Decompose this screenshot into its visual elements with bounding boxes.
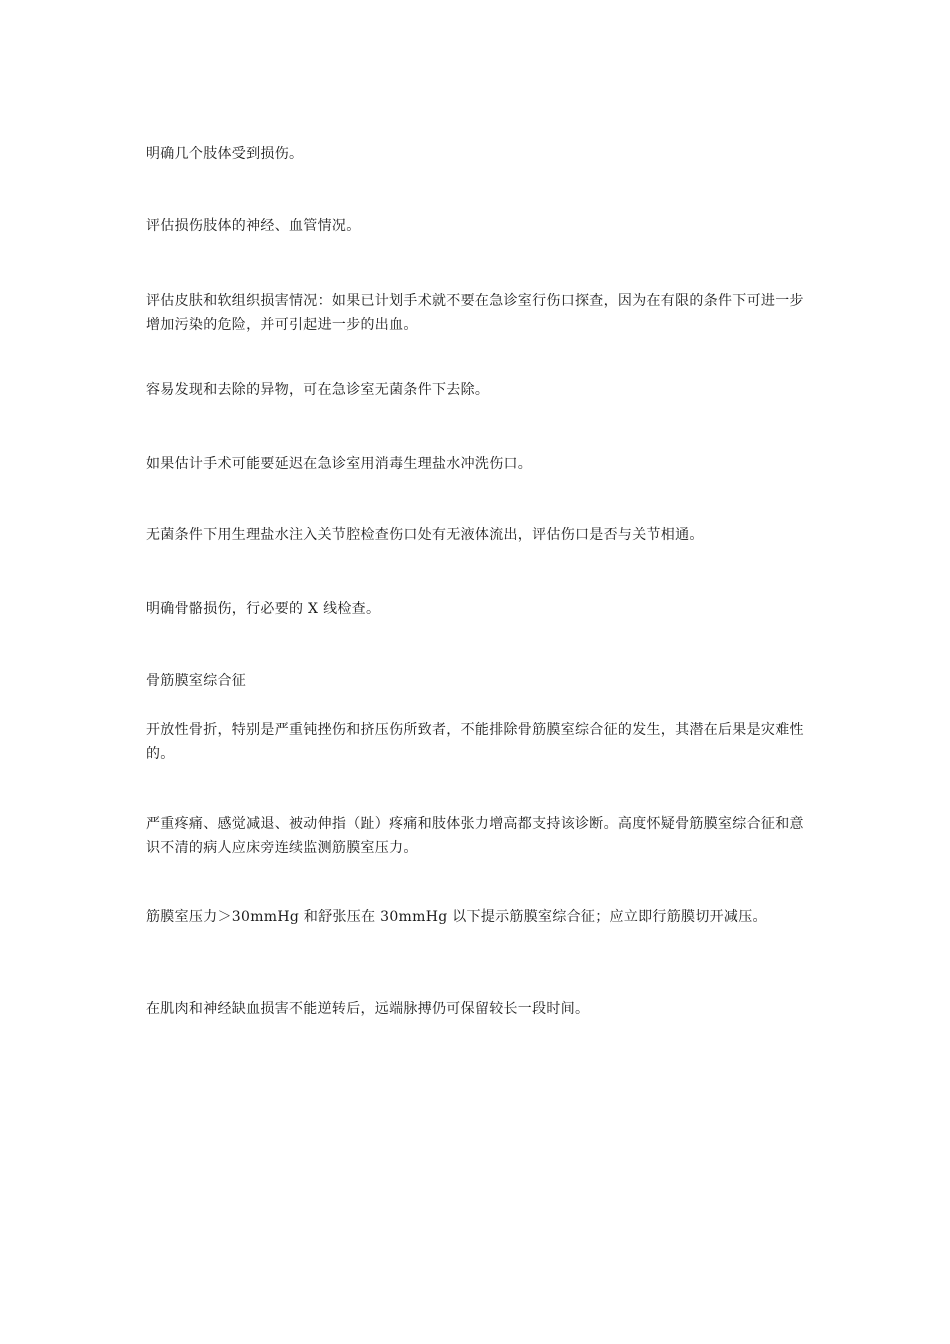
paragraph-limbs-injured: 明确几个肢体受到损伤。 [146, 146, 304, 162]
paragraph-diagnosis-signs: 严重疼痛、感觉减退、被动伸指（趾）疼痛和肢体张力增高都支持该诊断。高度怀疑骨筋膜室综合征和意识不清的病人应床旁连续监测筋膜室压力。 [146, 816, 804, 856]
paragraph-wound-irrigation: 如果估计手术可能要延迟在急诊室用消毒生理盐水冲洗伤口。 [146, 456, 533, 472]
paragraph-foreign-body: 容易发现和去除的异物，可在急诊室无菌条件下去除。 [146, 382, 490, 398]
paragraph-nerve-vessel-assessment: 评估损伤肢体的神经、血管情况。 [146, 218, 361, 234]
paragraph-skin-soft-tissue: 评估皮肤和软组织损害情况：如果已计划手术就不要在急诊室行伤口探查，因为在有限的条件下可进一步增加污染的危险，并可引起进一步的出血。 [146, 293, 804, 333]
paragraph-distal-pulse: 在肌肉和神经缺血损害不能逆转后，远端脉搏仍可保留较长一段时间。 [146, 1001, 590, 1017]
paragraph-pressure-threshold: 筋膜室压力＞30mmHg 和舒张压在 30mmHg 以下提示筋膜室综合征；应立即行筋膜切开减压。 [146, 909, 767, 925]
paragraph-open-fracture: 开放性骨折，特别是严重钝挫伤和挤压伤所致者，不能排除骨筋膜室综合征的发生，其潜在后果是灾难性的。 [146, 722, 804, 762]
paragraph-joint-communication: 无菌条件下用生理盐水注入关节腔检查伤口处有无液体流出，评估伤口是否与关节相通。 [146, 527, 704, 543]
section-heading-compartment-syndrome: 骨筋膜室综合征 [146, 673, 247, 689]
paragraph-xray: 明确骨骼损伤，行必要的 X 线检查。 [146, 601, 381, 617]
